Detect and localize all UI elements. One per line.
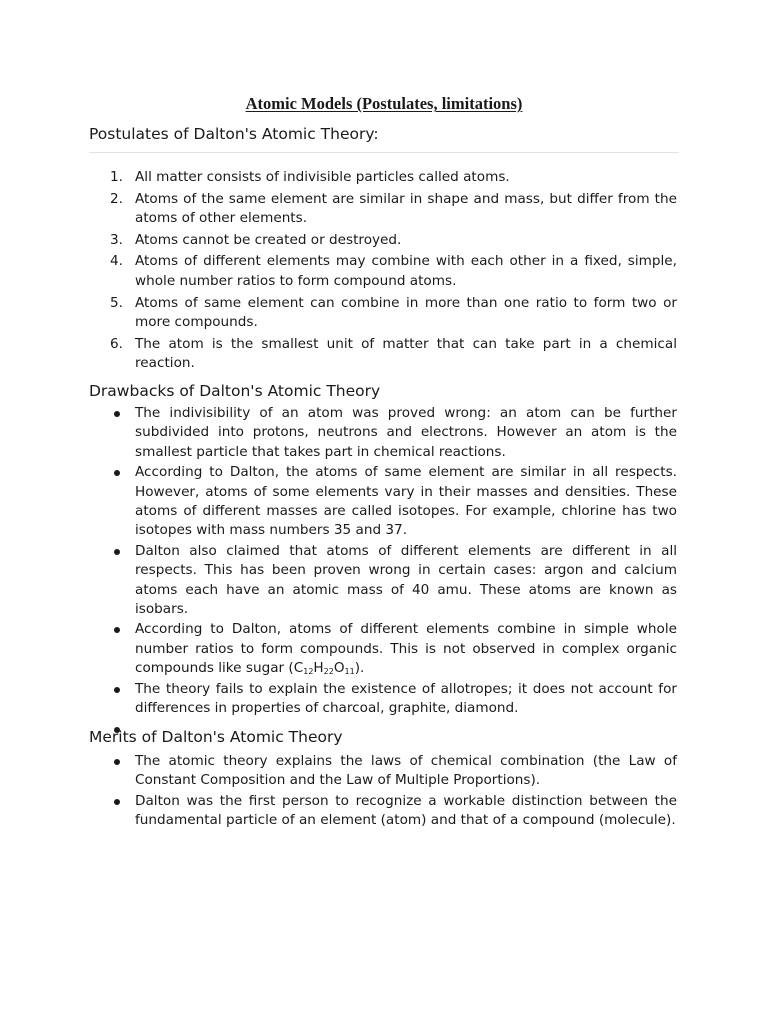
list-item — [89, 792, 677, 831]
bullet-icon — [114, 470, 120, 476]
merits-list — [89, 752, 677, 832]
drawbacks-list — [89, 404, 677, 740]
list-item — [89, 294, 677, 333]
list-item-text: Atoms cannot be created or destroyed. — [135, 231, 402, 248]
bullet-icon — [114, 627, 120, 633]
list-item — [89, 252, 677, 291]
list-item-text: According to Dalton, the atoms of same element are similar in all respects. However, atoms of some elements vary in their masses and densities. These atoms of different masses are called isotopes. For example, chlorine has two isotopes with mass numbers 35 and 37. — [135, 464, 677, 539]
list-item-text: Dalton also claimed that atoms of different elements are different in all respects. This has been proven wrong in certain cases: argon and calcium atoms each have an atomic mass of 40 amu. These atoms are known as isobars. — [135, 542, 677, 618]
list-item — [89, 190, 677, 229]
postulates-heading: Postulates of Dalton's Atomic Theory: — [89, 125, 679, 153]
merits-heading: Merits of Dalton's Atomic Theory — [89, 728, 343, 746]
bullet-icon — [114, 687, 120, 693]
list-item — [89, 620, 677, 678]
list-item-text: The theory fails to explain the existence of allotropes; it does not account for differences in properties of charcoal, graphite, diamond. — [135, 680, 677, 717]
list-item-text: Dalton was the first person to recognize a workable distinction between the fundamental particle of an element (atom) and that of a compound (molecule). — [135, 792, 677, 829]
list-number: 2. — [110, 190, 123, 207]
document-title: Atomic Models (Postulates, limitations) — [245, 94, 523, 113]
list-item-text: Atoms of the same element are similar in shape and mass, but differ from the atoms of other elements. — [135, 190, 677, 227]
list-number: 5. — [110, 294, 123, 311]
postulates-list — [89, 168, 677, 376]
list-number: 3. — [110, 231, 123, 248]
list-item-text: Atoms of different elements may combine with each other in a fixed, simple, whole number ratios to form compound atoms. — [135, 253, 677, 289]
list-item — [89, 680, 677, 719]
list-item-text: The atomic theory explains the laws of chemical combination (the Law of Constant Composition and the Law of Multiple Proportions). — [135, 753, 677, 789]
list-item — [89, 463, 677, 541]
list-item — [89, 168, 677, 188]
list-item — [89, 231, 677, 251]
list-item-text: The indivisibility of an atom was proved wrong: an atom can be further subdivided into protons, neutrons and electrons. However an atom is the smallest particle that takes part in chemical reactions. — [135, 405, 677, 460]
list-item-text: Atoms of same element can combine in more than one ratio to form two or more compounds. — [135, 294, 677, 331]
bullet-icon — [114, 411, 120, 417]
list-item-text: The atom is the smallest unit of matter that can take part in a chemical reaction. — [135, 335, 677, 372]
list-number: 1. — [110, 169, 123, 185]
bullet-icon — [114, 799, 120, 805]
list-item — [89, 752, 677, 791]
list-number: 6. — [110, 335, 123, 352]
drawbacks-heading: Drawbacks of Dalton's Atomic Theory — [89, 382, 381, 400]
list-item — [89, 335, 677, 374]
list-item-text: According to Dalton, atoms of different elements combine in simple whole number ratios to form compounds. This is not observed in complex organic compounds like sugar $(C_{12}H_{22}O_{11})$. — [135, 621, 677, 677]
list-item-text: All matter consists of indivisible particles called atoms. — [135, 169, 510, 185]
list-item — [89, 542, 677, 620]
bullet-icon — [114, 549, 120, 555]
bullet-icon — [114, 759, 120, 765]
list-number: 4. — [110, 253, 123, 270]
list-item — [89, 404, 677, 462]
